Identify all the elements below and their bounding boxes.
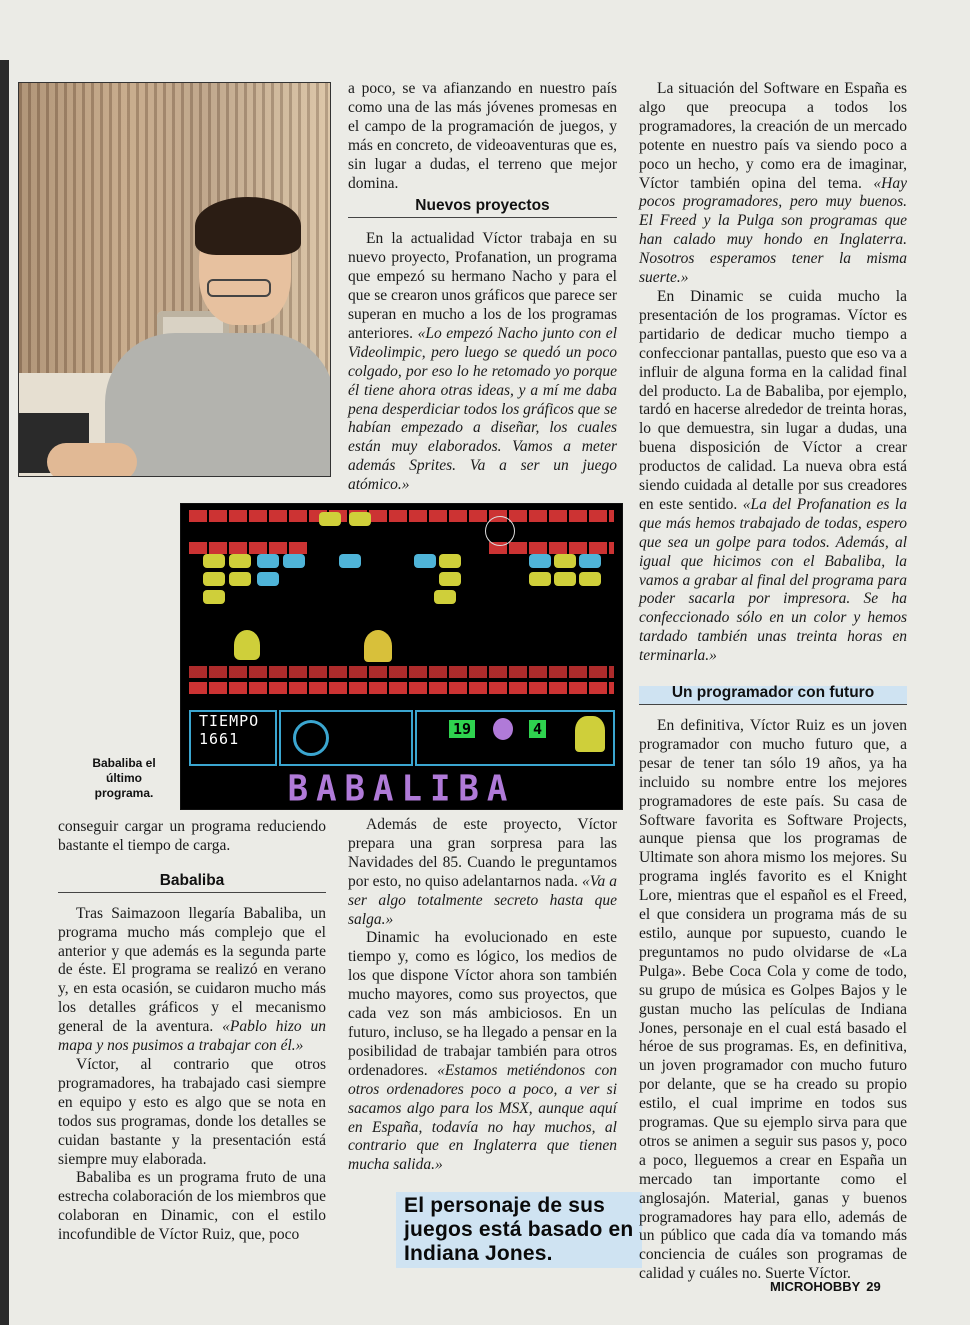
paragraph: Babaliba es un programa fruto de una estrecha colaboración de los miembros que colaboran en Dinamic, con el estilo incofundible de Víctor Ruiz, que, poco bbox=[58, 1169, 326, 1244]
paragraph: Dinamic ha evolucionado en este tiempo y, como es lógico, los medios de los que dispone Víctor ahora son también mucho mayores, como sus proyectos, que cada vez son más ambiciosos. En un futuro, incluso, se ha llegado a pensar en la posibilidad de trabajar también para otros ordenadores. «Estamos metiéndonos con otros ordenadores poco a poco, a ver si sacamos algo para los MSX, aunque aquí en España, todavía no hay muchos, al contrario que en Inglaterra que tienen mucha salida.» bbox=[348, 929, 617, 1174]
paragraph: La situación del Software en España es algo que preocupa a todos los programadores, la creación de un mercado potente en nuestro país va siendo poco a poco un hecho, y como era de imaginar, Víctor también opina del tema. «Hay pocos programadores, pero muy buenos. El Freed y la Pulga son programas que han calado muy hondo en Inglaterra. Nosotros esperamos tener la misma suerte.» bbox=[639, 80, 907, 287]
quote: «Estamos metiéndonos con otros ordenadores poco a poco, a ver si sacamos algo para los MSX, aunque aquí en España, todavía no hay muchos, al contrario que en Inglaterra que tienen mucha salida.» bbox=[348, 1061, 617, 1174]
paragraph: Además de este proyecto, Víctor prepara una gran sorpresa para las Navidades del 85. Cuando le preguntamos por esto, no quiso adelantarnos nada. «Va a ser algo totalmente secreto hasta que salga.» bbox=[348, 816, 617, 928]
column-3 bbox=[639, 80, 907, 1284]
programmer-photo bbox=[18, 82, 331, 477]
paragraph: En Dinamic se cuida mucho la presentación de los programas. Víctor es partidario de dedicar mucho tiempo a confeccionar pantallas, puesto que eso va a influir de alguna forma en la calidad final del producto. La de Babaliba, por ejemplo, tardó en hacerse alrededor de treinta horas, lo que demuestra, sin lugar a dudas, una buena disposición de Víctor a crear productos de calidad. La nueva obra está siendo cuidada al detalle por sus creadores en este sentido. «La del Profanation es la que más hemos trabajado de todas, espero que sea un golpe para todos. Además, al igual que hicimos con el Babaliba, la vamos a grabar al final del programa para poder sacarla por impresora. Se ha confeccionado sólo en un color y hemos tardado también unas treinta horas en terminarla.» bbox=[639, 287, 907, 665]
spider-web-icon bbox=[485, 516, 515, 546]
page-edge-bar bbox=[0, 60, 9, 1325]
paragraph: a poco, se va afianzando en nuestro país como una de las más jóvenes promesas en el campo de la programación de juegos, y más en concreto, de videoaventuras que es, sin lugar a dudas, el terreno que mejor domina. bbox=[348, 80, 617, 192]
quote: «Va a ser algo totalmente secreto hasta que salga.» bbox=[348, 872, 617, 928]
section-heading-babaliba: Babaliba bbox=[58, 872, 326, 893]
page-number: 29 bbox=[866, 1279, 881, 1294]
section-heading-nuevos-proyectos: Nuevos proyectos bbox=[348, 197, 617, 218]
game-play-area bbox=[189, 510, 614, 700]
quote: «Lo empezó Nacho junto con el Videolimpic, pero luego se quedó un poco colgado, por eso lo he retomado yo porque él tiene ahora otras ideas, y a mí me daba pena desperdiciar todos los gráficos que se habían empezado a diseñar, los cuales están muy elaborados. Vamos a meter además Sprites. Va a ser un juego atómico.» bbox=[348, 324, 617, 494]
game-hud bbox=[189, 706, 614, 766]
column-2-top bbox=[348, 80, 617, 495]
hud-counter-1: 19 bbox=[449, 720, 475, 738]
game-logo: BABALIBA bbox=[287, 768, 516, 810]
game-screenshot bbox=[180, 503, 623, 810]
paragraph: conseguir cargar un programa reduciendo bastante el tiempo de carga. bbox=[58, 818, 326, 854]
explorer-sprite-icon bbox=[234, 630, 260, 660]
column-2-bottom bbox=[348, 816, 617, 1175]
paragraph: Tras Saimazoon llegaría Babaliba, un programa mucho más complejo que el anterior y que además es la segunda parte de éste. El programa se realizó en verano y, en esta ocasión, se cuidaron mucho más los detalles gráficos y el mecanismo general de la aventura. «Pablo hizo un mapa y nos pusimos a trabajar con él.» bbox=[58, 904, 326, 1055]
bomb-icon bbox=[493, 718, 513, 740]
magazine-name: MICROHOBBY bbox=[770, 1279, 861, 1294]
quote: «Pablo hizo un mapa y nos pusimos a trabajar con él.» bbox=[58, 1018, 326, 1055]
creature-sprite-icon bbox=[364, 630, 392, 662]
hud-time-value: 1661 bbox=[199, 730, 240, 748]
photo-caption: Babaliba el último programa. bbox=[92, 756, 156, 800]
character-portrait-icon bbox=[575, 716, 605, 752]
paragraph: Víctor, al contrario que otros programadores, ha trabajado casi siempre en equipo y esto es algo que se nota en todos sus programas, donde los detalles se cuidan bastante y la presentación está siempre muy elaborada. bbox=[58, 1055, 326, 1168]
section-heading-un-programador-con-futuro: Un programador con futuro bbox=[639, 684, 907, 705]
paragraph: En la actualidad Víctor trabaja en su nuevo proyecto, Profanation, un programa que empezó su hermano Nacho y para el que se crearon unos gráficos que parece ser superan en mucho a los de los programas anteriores. «Lo empezó Nacho junto con el Videolimpic, pero luego se quedó un poco colgado, por eso lo he retomado yo porque él tiene ahora otras ideas, y a mí me daba pena desperdiciar todos los gráficos que se habían empezado a diseñar, los cuales están muy elaborados. Vamos a meter además Sprites. Va a ser un juego atómico.» bbox=[348, 230, 617, 494]
hud-counter-2: 4 bbox=[529, 720, 546, 738]
quote: «La del Profanation es la que más hemos trabajado de todas, espero que sea un golpe para todos. Además, al igual que hicimos con el Babaliba, la vamos a grabar al final del programa para poder sacarla por impresora. Se ha confeccionado sólo en un color y hemos tardado también unas treinta horas en terminarla.» bbox=[639, 495, 907, 665]
quote: «Hay pocos programadores, pero muy buenos. El Freed y la Pulga son programas que han calado muy hondo en Inglaterra. Nosotros esperamos tener la misma suerte.» bbox=[639, 174, 907, 287]
page-footer bbox=[770, 1279, 881, 1294]
paragraph: En definitiva, Víctor Ruiz es un joven programador con mucho futuro que, a pesar de tener tan sólo 19 años, ya ha incluido su nombre entre los mejores programadores de este país. Su casa de Software favorita es Software Projects, aunque piensa que los programas de Ultimate son ahora mismo los mejores. Su programa inglés favorito es el Knight Lore, mientras que el español es el Freed, el que considera un programa más de su estilo, aunque por supuesto, cuando le preguntamos no pudo olvidarse de «La Pulga». Bebe Coca Cola y come de todo, su grupo de música es Golpes Bajos y le gustan mucho las películas de Indiana Jones, personaje en el cual está basado el héroe de sus programas. Es, en definitiva, un joven programador con mucho futuro por delante, que se ha creado su propio estilo, el cual imprime en todos sus programas. Que su ejemplo sirva para que otros se animen a seguir sus pasos y, poco a poco, lleguemos a crear en España un mercado tan importante como el anglosajón. Material, ganas y buenos programadores hay para ello, además de un público que cada día va tomando más conciencia de cuáles son programas de calidad y cuáles no. Suerte Víctor. bbox=[639, 717, 907, 1283]
hud-time-label: TIEMPO bbox=[199, 712, 260, 730]
column-1 bbox=[58, 818, 326, 1245]
pull-quote: El personaje de sus juegos está basado en Indiana Jones. bbox=[396, 1192, 642, 1268]
key-icon bbox=[293, 720, 329, 756]
